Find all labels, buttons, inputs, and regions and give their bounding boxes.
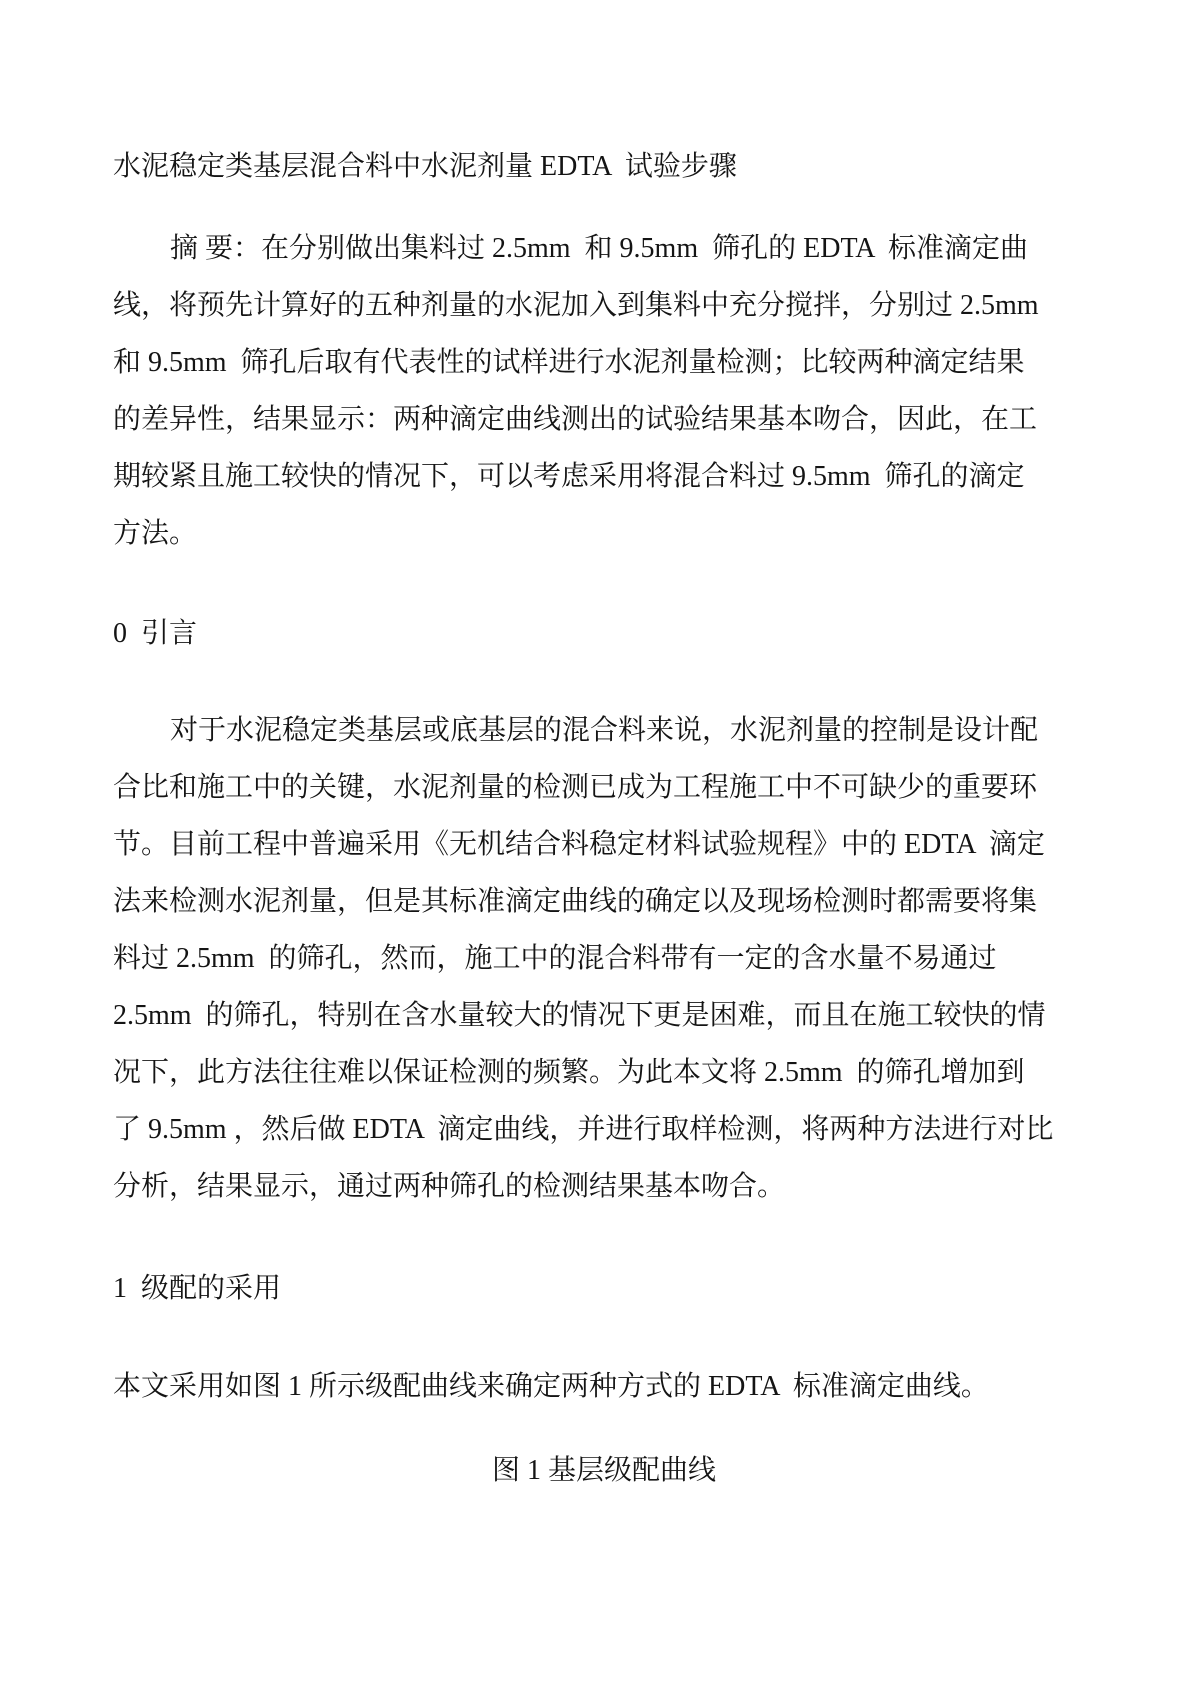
text-line: 线，将预先计算好的五种剂量的水泥加入到集料中充分搅拌，分别过 2.5mm xyxy=(113,290,1039,321)
text-line: 对于水泥稳定类基层或底基层的混合料来说，水泥剂量的控制是设计配 xyxy=(170,715,1039,746)
paragraph xyxy=(113,702,1095,1215)
text-line: 和 9.5mm 筛孔后取有代表性的试样进行水泥剂量检测；比较两种滴定结果 xyxy=(113,347,1025,378)
doc-title: 水泥稳定类基层混合料中水泥剂量 EDTA 试验步骤 xyxy=(113,151,737,182)
document-body xyxy=(113,138,1095,1499)
text-line: 了 9.5mm ，然后做 EDTA 滴定曲线，并进行取样检测，将两种方法进行对比 xyxy=(113,1114,1054,1145)
paragraph xyxy=(113,1358,1095,1415)
text-line: 本文采用如图 1 所示级配曲线来确定两种方式的 EDTA 标准滴定曲线。 xyxy=(113,1371,989,1402)
text-line: 节。目前工程中普遍采用《无机结合料稳定材料试验规程》中的 EDTA 滴定 xyxy=(113,829,1045,860)
section-heading: 0 引言 xyxy=(113,618,198,649)
text-line: 合比和施工中的关键，水泥剂量的检测已成为工程施工中不可缺少的重要环 xyxy=(113,772,1038,803)
figure-caption: 图 1 基层级配曲线 xyxy=(491,1455,716,1486)
text-line: 期较紧且施工较快的情况下，可以考虑采用将混合料过 9.5mm 筛孔的滴定 xyxy=(113,461,1025,492)
text-line: 方法。 xyxy=(113,518,198,549)
text-line: 料过 2.5mm 的筛孔，然而，施工中的混合料带有一定的含水量不易通过 xyxy=(113,943,997,974)
text-line: 法来检测水泥剂量，但是其标准滴定曲线的确定以及现场检测时都需要将集 xyxy=(113,886,1038,917)
text-line: 2.5mm 的筛孔，特别在含水量较大的情况下更是困难，而且在施工较快的情 xyxy=(113,1000,1046,1031)
text-line: 的差异性，结果显示：两种滴定曲线测出的试验结果基本吻合，因此，在工 xyxy=(113,404,1038,435)
text-line: 况下，此方法往往难以保证检测的频繁。为此本文将 2.5mm 的筛孔增加到 xyxy=(113,1057,1025,1088)
text-line: 分析，结果显示，通过两种筛孔的检测结果基本吻合。 xyxy=(113,1171,786,1202)
section-heading: 1 级配的采用 xyxy=(113,1273,282,1304)
paragraph xyxy=(113,220,1095,562)
text-line: 摘 要：在分别做出集料过 2.5mm 和 9.5mm 筛孔的 EDTA 标准滴定曲 xyxy=(170,233,1028,264)
